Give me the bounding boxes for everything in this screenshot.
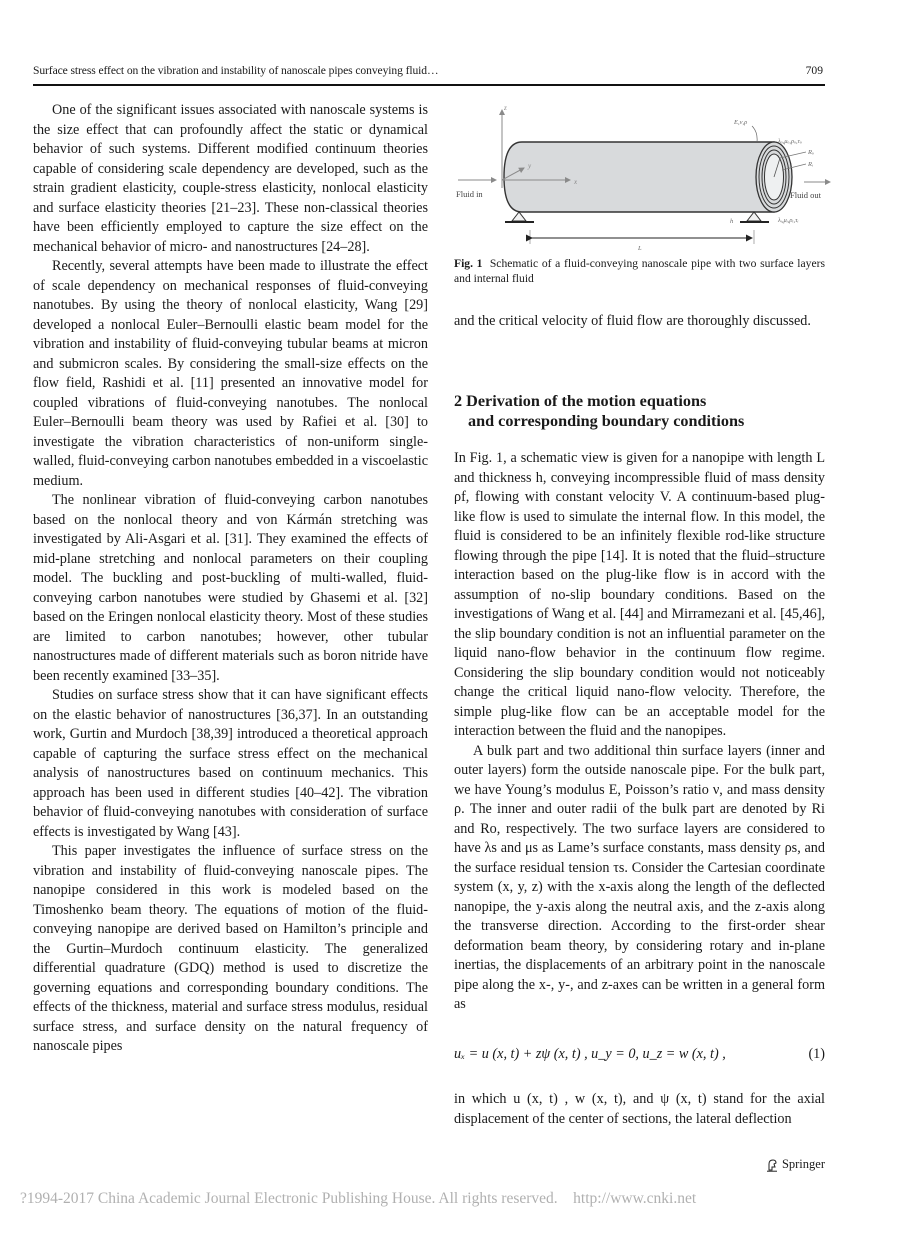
figure-caption-text: Schematic of a fluid-conveying nanoscale pipe with two surface layers and internal fluid — [454, 257, 825, 285]
bulk-props-label: E,ν,ρ — [734, 119, 748, 126]
left-column — [33, 101, 428, 1057]
thickness-label: h — [730, 218, 734, 225]
publisher-name: Springer — [781, 1157, 825, 1171]
figure-caption — [454, 256, 825, 286]
x-axis-label: x — [574, 178, 578, 186]
y-axis-label: y — [528, 162, 532, 170]
right-column-tail — [454, 1090, 825, 1129]
running-title: Surface stress effect on the vibration and instability of nanoscale pipes conveying fluid… — [33, 64, 439, 77]
fluid-out-label: Fluid out — [790, 190, 821, 200]
fluid-in-label: Fluid in — [456, 189, 483, 199]
z-axis-label: z — [504, 104, 507, 112]
inner-surface-props-label: λᵢ,μᵢ,ρᵢ,τᵢ — [778, 217, 799, 224]
equation-number: (1) — [808, 1046, 825, 1062]
paragraph: Recently, several attempts have been made to illustrate the effect of scale dependency on mechanical responses of fluid-conveying nanotubes. By using the theory of nonlocal elasticity, Wang [29] developed a nonlocal Euler–Bernoulli elastic beam model for the vibration and instability of fluid-conveying tubular beams at micron and submicron scales. By considering the small-size effects on the flow field, Rashidi et al. [11] presented an innovative model for coupled vibrations of fluid-conveying nanotubes. The nonlocal Euler–Bernoulli beam theory was used by Rafiei et al. [30] to investigate the vibration characteristics of non-uniform single-walled, fluid-conveying carbon nanotubes embedded in a viscoelastic medium. — [33, 258, 428, 489]
cnki-watermark: ?1994-2017 China Academic Journal Electronic Publishing House. All rights reserved. http://www.cnki.net — [20, 1190, 697, 1207]
outer-radius-label: Rₒ — [808, 149, 814, 156]
right-column-intro — [454, 312, 825, 332]
right-column-body — [454, 449, 825, 1015]
equation-body: uₓ = u (x, t) + zψ (x, t) , u_y = 0, u_z = w (x, t) , — [454, 1046, 726, 1062]
paragraph: In Fig. 1, a schematic view is given for a nanopipe with length L and thickness h, conveying incompressible fluid of mass density ρf, flowing with constant velocity V. A continuum-based plug-like flow is used to simulate the internal flow. In this model, the fluid is considered to be an infinitely flexible rod-like structure flowing through the pipe [14]. It is noted that the fluid–structure interaction based on the plug-like flow is in accord with the assumption of no-slip boundary conditions. Based on the investigations of Wang et al. [44] and Mirramezani et al. [45,46], the slip boundary condition is not an influential parameter on the liquid nano-flow behavior in the continuum flow regime. Considering the slip boundary condition would not noticeably change the critical liquid nano-flow velocity. Therefore, the simple plug-like flow can be an acceptable model for the interaction between the fluid and the nanopipes. — [454, 450, 825, 739]
section-number: 2 — [454, 392, 463, 410]
inner-radius-label: Rᵢ — [808, 161, 813, 168]
figure-label: Fig. 1 — [454, 257, 483, 270]
springer-horse-icon — [766, 1158, 778, 1172]
page-number: 709 — [805, 64, 823, 77]
section-heading — [454, 391, 825, 431]
paragraph: Studies on surface stress show that it can have significant effects on the elastic behavior of nanostructures [36,37]. In an outstanding work, Gurtin and Murdoch [38,39] introduced a theoretical approach capable of capturing the surface stress effect on the mechanical analysis of nanostructures based on continuum mechanics. This approach has been used in different studies [40–42]. The vibration behavior of fluid-conveying nanotubes with consideration of surface effects is investigated by Wang [43]. — [33, 687, 428, 840]
running-header — [33, 64, 823, 82]
figure-1-schematic — [452, 100, 832, 250]
paragraph: in which u (x, t) , w (x, t), and ψ (x, t) stand for the axial displacement of the center of sections, the lateral deflection — [454, 1091, 825, 1127]
paragraph: This paper investigates the influence of surface stress on the vibration and instability of fluid-conveying nanoscale pipes. The nanopipe considered in this work is modeled based on the Timoshenko beam theory. The equations of motion of the fluid-conveying nanopipe are derived based on Hamilton’s principle and the Gurtin–Murdoch continuum elasticity. The generalized differential quadrature (GDQ) method is used to discretize the governing equations and corresponding boundary conditions. The effects of the thickness, material and surface stress modulus, residual surface stress, and surface density on the natural frequency of nanoscale pipes — [33, 843, 428, 1054]
outer-surface-props-label: λₒ,μₒ,ρₒ,τₒ — [778, 138, 802, 145]
paragraph: A bulk part and two additional thin surface layers (inner and outer layers) form the outside nanoscale pipe. For the bulk part, we have Young’s modulus E, Poisson’s ratio ν, and mass density ρ. The inner and outer radii of the bulk part are denoted by Ri and Ro, respectively. The two surface layers are considered to have λs and μs as Lame’s surface constants, mass density ρs, and the surface residual tension τs. Consider the Cartesian coordinate system (x, y, z) with the x-axis along the length of the deflected nanopipe, the y-axis along the neutral axis, and the z-axis along the transverse direction. According to the first-order shear deformation beam theory, by considering rotary and in-plane inertias, the displacements of an arbitrary point in the nanoscale pipe along the x-, y-, and z-axes can be written in a general form as — [454, 742, 825, 1012]
paragraph: and the critical velocity of fluid flow are thoroughly discussed. — [454, 313, 811, 329]
paragraph: One of the significant issues associated with nanoscale systems is the size effect that can profoundly affect the static or dynamical behavior of such systems. Different modified continuum theories capable of considering scale dependency are developed, such as the strain gradient elasticity, couple-stress elasticity, nonlocal elasticity and surface elasticity theories [21–23]. These non-classical theories have been efficiently employed to capture the size effect on the mechanical behavior of micro- and nanostructures [24–28]. — [33, 102, 428, 255]
section-title-line1: Derivation of the motion equations — [466, 392, 707, 410]
publisher-logo — [766, 1157, 825, 1172]
header-rule — [33, 84, 825, 86]
equation-1 — [454, 1046, 825, 1063]
length-label: L — [638, 245, 642, 250]
section-title-line2: and corresponding boundary conditions — [468, 412, 745, 430]
paragraph: The nonlinear vibration of fluid-conveying carbon nanotubes based on the nonlocal theory and von Kármán stretching was investigated by Ali-Asgari et al. [31]. They examined the effects of mid-plane stretching and nonlocal parameters on their coupling model. The buckling and post-buckling of multi-walled, fluid-conveying carbon nanotubes were studied by Ghasemi et al. [32] based on the Eringen nonlocal elasticity theory. Most of these studies are limited to carbon nanotubes; however, other tubular nanostructures made of different materials such as boron nitride have been recently examined [33–35]. — [33, 492, 428, 684]
